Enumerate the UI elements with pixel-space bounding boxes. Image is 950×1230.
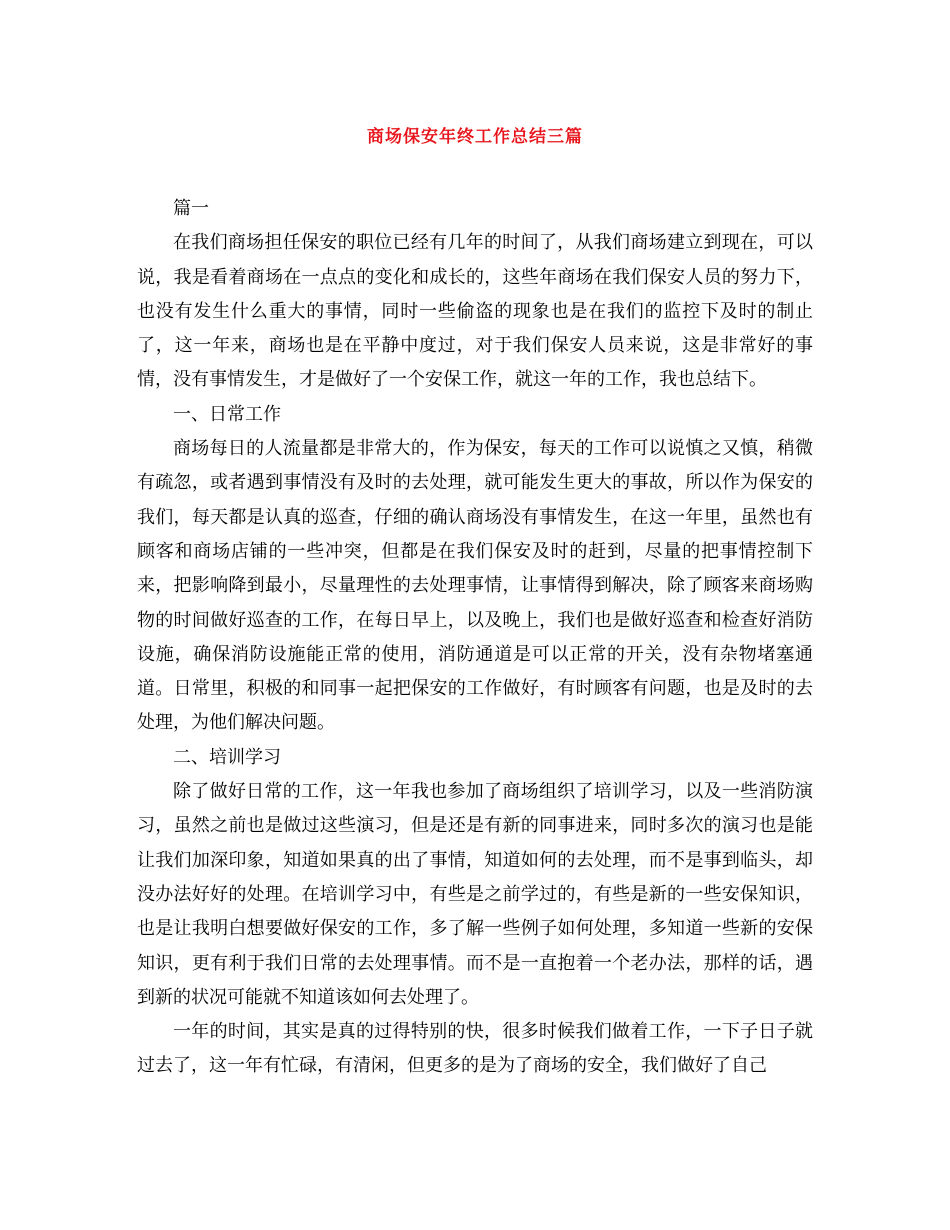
section-heading-daily-work: 一、日常工作 bbox=[173, 403, 281, 425]
body-paragraph-closing: 一年的时间，其实是真的过得特别的快，很多时候我们做着工作，一下子日子就过去了，这一年有忙碌，有清闲，但更多的是为了商场的安全，我们做好了自己 bbox=[137, 1021, 813, 1077]
section-heading-training: 二、培训学习 bbox=[173, 746, 281, 768]
body-paragraph-daily-work: 商场每日的人流量都是非常大的，作为保安，每天的工作可以说慎之又慎，稍微有疏忽，或者遇到事情没有及时的去处理，就可能发生更大的事故，所以作为保安的我们，每天都是认真的巡查，仔细的确认商场没有事情发生，在这一年里，虽然也有顾客和商场店铺的一些冲突，但都是在我们保安及时的赶到，尽量的把事情控制下来，把影响降到最小，尽量理性的去处理事情，让事情得到解决，除了顾客来商场购物的时间做好巡查的工作，在每日早上，以及晚上，我们也是做好巡查和检查好消防设施，确保消防设施能正常的使用，消防通道是可以正常的开关，没有杂物堵塞通道。日常里，积极的和同事一起把保安的工作做好，有时顾客有问题，也是及时的去处理，为他们解决问题。 bbox=[137, 438, 813, 734]
body-paragraph-training: 除了做好日常的工作，这一年我也参加了商场组织了培训学习，以及一些消防演习，虽然之前也是做过这些演习，但是还是有新的同事进来，同时多次的演习也是能让我们加深印象，知道如果真的出了事情，知道如何的去处理，而不是事到临头，却没办法好好的处理。在培训学习中，有些是之前学过的，有些是新的一些安保知识，也是让我明白想要做好保安的工作，多了解一些例子如何处理，多知道一些新的安保知识，更有利于我们日常的去处理事情。而不是一直抱着一个老办法，那样的话，遇到新的状况可能就不知道该如何去处理了。 bbox=[137, 781, 813, 1008]
body-paragraph-intro: 在我们商场担任保安的职位已经有几年的时间了，从我们商场建立到现在，可以说，我是看着商场在一点点的变化和成长的，这些年商场在我们保安人员的努力下，也没有发生什么重大的事情，同时一些偷盗的现象也是在我们的监控下及时的制止了，这一年来，商场也是在平静中度过，对于我们保安人员来说，这是非常好的事情，没有事情发生，才是做好了一个安保工作，就这一年的工作，我也总结下。 bbox=[137, 232, 813, 391]
section-heading-part-one: 篇一 bbox=[173, 198, 209, 219]
document-title: 商场保安年终工作总结三篇 bbox=[367, 127, 583, 147]
document-body bbox=[137, 192, 813, 1084]
